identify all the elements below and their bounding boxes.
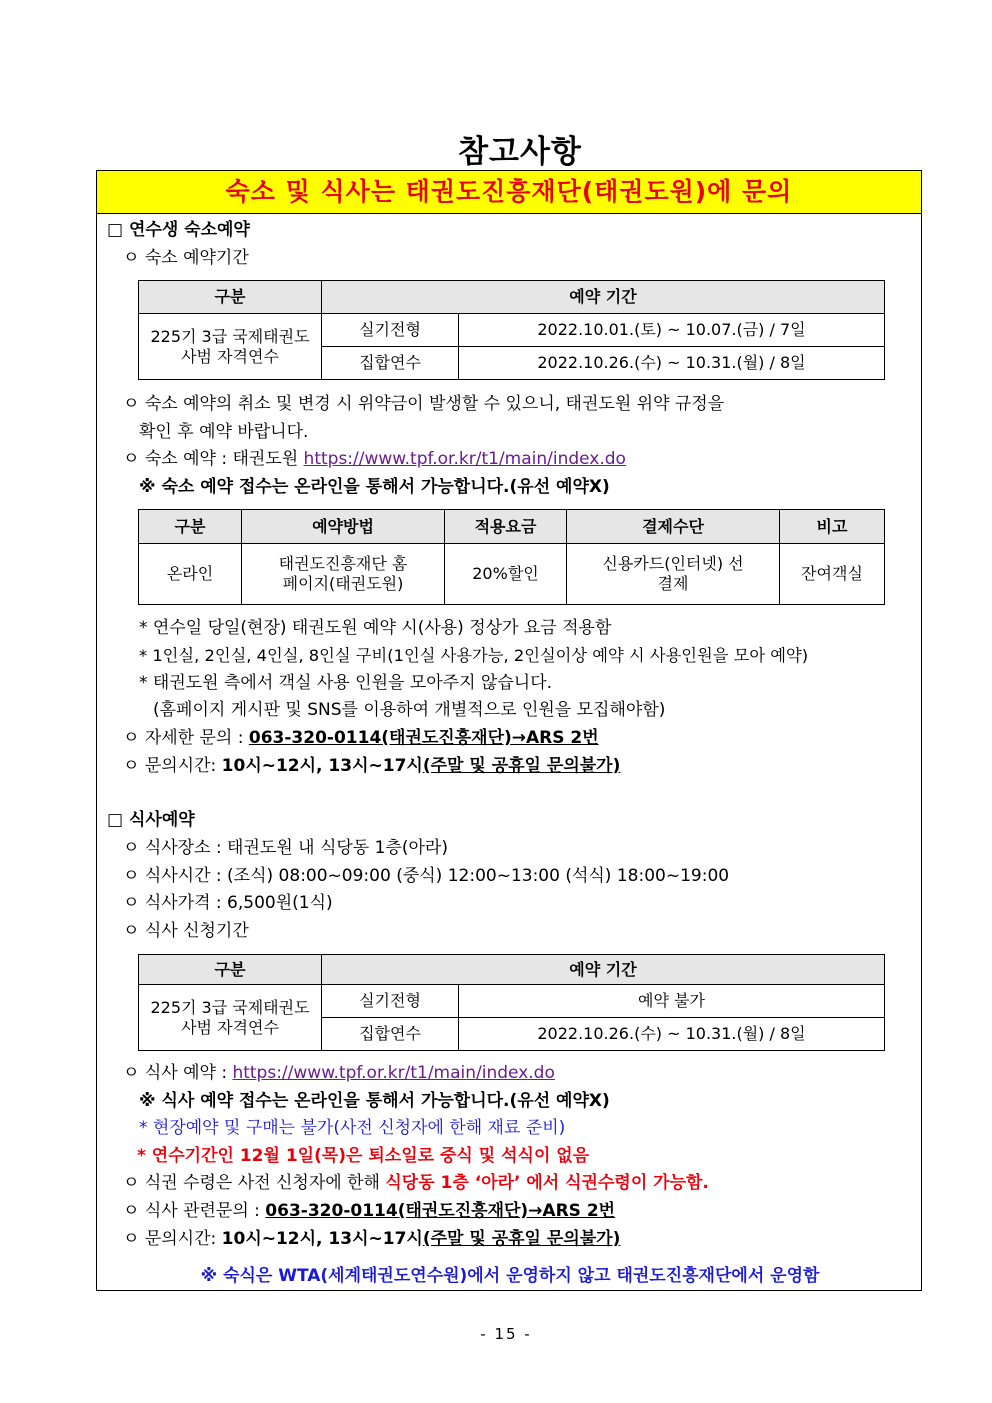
operation-note: ※ 숙식은 WTA(세계태권도연수원)에서 운영하지 않고 태권도진흥재단에서 운영함: [200, 1266, 820, 1286]
type-cell: 집합연수: [322, 1018, 459, 1051]
meal-contact-label: ㅇ 식사 관련문의 :: [123, 1201, 266, 1221]
lodging-hours-value: 10시~12시, 13시~17시: [221, 756, 423, 776]
meal-period-table: [138, 954, 885, 1051]
meal-online-note: ※ 식사 예약 접수는 온라인을 통해서 가능합니다.(유선 예약X): [139, 1091, 610, 1111]
lodging-note: * 1인실, 2인실, 4인실, 8인실 구비(1인실 사용가능, 2인실이상 예약 시 사용인원을 모아 예약): [139, 646, 809, 665]
lodging-hours-line: [123, 754, 620, 778]
meal-hours-value: 10시~12시, 13시~17시: [221, 1229, 423, 1249]
lodging-note: * 연수일 당일(현장) 태권도원 예약 시(사용) 정상가 요금 적용함: [139, 618, 612, 638]
program-cell: 225기 3급 국제태권도사범 자격연수: [139, 314, 322, 380]
lodging-contact-number: 063-320-0114(태권도진흥재단)→ARS 2번: [248, 728, 599, 748]
cancel-notice-line2: 확인 후 예약 바랍니다.: [139, 422, 309, 442]
method-cell: 잔여객실: [780, 544, 885, 605]
cancel-notice-line1: ㅇ 숙소 예약의 취소 및 변경 시 위약금이 발생할 수 있으니, 태권도원 위약 규정을: [123, 394, 725, 414]
meal-ticket-highlight: 식당동 1층 ‘아라’ 에서 식권수령이 가능함.: [385, 1173, 709, 1193]
lodging-contact-line: [123, 726, 599, 750]
meal-hours-label: ㅇ 문의시간:: [123, 1229, 222, 1249]
period-cell: 2022.10.26.(수) ~ 10.31.(월) / 8일: [459, 1018, 885, 1051]
lodging-contact-label: ㅇ 자세한 문의 :: [123, 728, 249, 748]
meal-ticket-label: ㅇ 식권 수령은 사전 신청자에 한해: [123, 1173, 386, 1193]
type-cell: 집합연수: [322, 347, 459, 380]
page-title: 참고사항: [458, 134, 582, 170]
meal-closing-note: * 연수기간인 12월 1일(목)은 퇴소일로 중식 및 석식이 없음: [137, 1146, 590, 1166]
lodging-reserve-link[interactable]: https://www.tpf.or.kr/t1/main/index.do: [303, 449, 626, 469]
meal-place: ㅇ 식사장소 : 태권도원 내 식당동 1층(아라): [123, 838, 448, 858]
meal-reserve-link[interactable]: https://www.tpf.or.kr/t1/main/index.do: [232, 1063, 555, 1083]
meal-ticket-line: [123, 1171, 709, 1195]
lodging-period-label: ㅇ 숙소 예약기간: [123, 248, 249, 268]
method-cell: 태권도진흥재단 홈페이지(태권도원): [242, 544, 445, 605]
lodging-reserve-label: ㅇ 숙소 예약 : 태권도원: [123, 449, 304, 469]
method-cell: 신용카드(인터넷) 선결제: [567, 544, 780, 605]
lodging-online-note: ※ 숙소 예약 접수는 온라인을 통해서 가능합니다.(유선 예약X): [139, 477, 610, 497]
lodging-note: (홈페이지 게시판 및 SNS를 이용하여 개별적으로 인원을 모집해야함): [153, 700, 666, 720]
method-header: 비고: [780, 510, 885, 544]
meal-heading: □ 식사예약: [107, 810, 195, 830]
meal-period-label: ㅇ 식사 신청기간: [123, 921, 249, 941]
meal-reserve-line: [123, 1061, 555, 1085]
program-cell: 225기 3급 국제태권도사범 자격연수: [139, 985, 322, 1051]
method-header: 적용요금: [445, 510, 567, 544]
lodging-note: * 태권도원 측에서 객실 사용 인원을 모아주지 않습니다.: [139, 673, 553, 693]
period-cell: 예약 불가: [459, 985, 885, 1018]
table-header-category: 구분: [139, 955, 322, 985]
meal-contact-line: [123, 1199, 615, 1223]
inquiry-banner: 숙소 및 식사는 태권도진흥재단(태권도원)에 문의: [97, 171, 921, 214]
table-header-period: 예약 기간: [322, 281, 885, 314]
lodging-period-table: [138, 280, 885, 380]
page-number: - 15 -: [480, 1325, 532, 1343]
meal-contact-number: 063-320-0114(태권도진흥재단)→ARS 2번: [265, 1201, 616, 1221]
lodging-hours-label: ㅇ 문의시간:: [123, 756, 222, 776]
method-header: 결제수단: [567, 510, 780, 544]
info-box: [96, 170, 922, 1291]
period-cell: 2022.10.26.(수) ~ 10.31.(월) / 8일: [459, 347, 885, 380]
lodging-reserve-line: [123, 447, 626, 471]
meal-onsite-note: * 현장예약 및 구매는 불가(사전 신청자에 한해 재료 준비): [139, 1118, 566, 1138]
meal-hours-note: (주말 및 공휴일 문의불가): [422, 1229, 621, 1249]
method-cell: 20%할인: [445, 544, 567, 605]
table-header-period: 예약 기간: [322, 955, 885, 985]
lodging-heading: □ 연수생 숙소예약: [107, 220, 250, 240]
lodging-hours-note: (주말 및 공휴일 문의불가): [422, 756, 621, 776]
meal-hours-line: [123, 1227, 620, 1251]
method-header: 구분: [139, 510, 242, 544]
table-header-category: 구분: [139, 281, 322, 314]
type-cell: 실기전형: [322, 314, 459, 347]
period-cell: 2022.10.01.(토) ~ 10.07.(금) / 7일: [459, 314, 885, 347]
meal-time: ㅇ 식사시간 : (조식) 08:00~09:00 (중식) 12:00~13:00 (석식) 18:00~19:00: [123, 866, 730, 886]
meal-price: ㅇ 식사가격 : 6,500원(1식): [123, 893, 333, 913]
meal-reserve-label: ㅇ 식사 예약 :: [123, 1063, 233, 1083]
method-cell: 온라인: [139, 544, 242, 605]
method-header: 예약방법: [242, 510, 445, 544]
lodging-method-table: [138, 509, 885, 605]
type-cell: 실기전형: [322, 985, 459, 1018]
